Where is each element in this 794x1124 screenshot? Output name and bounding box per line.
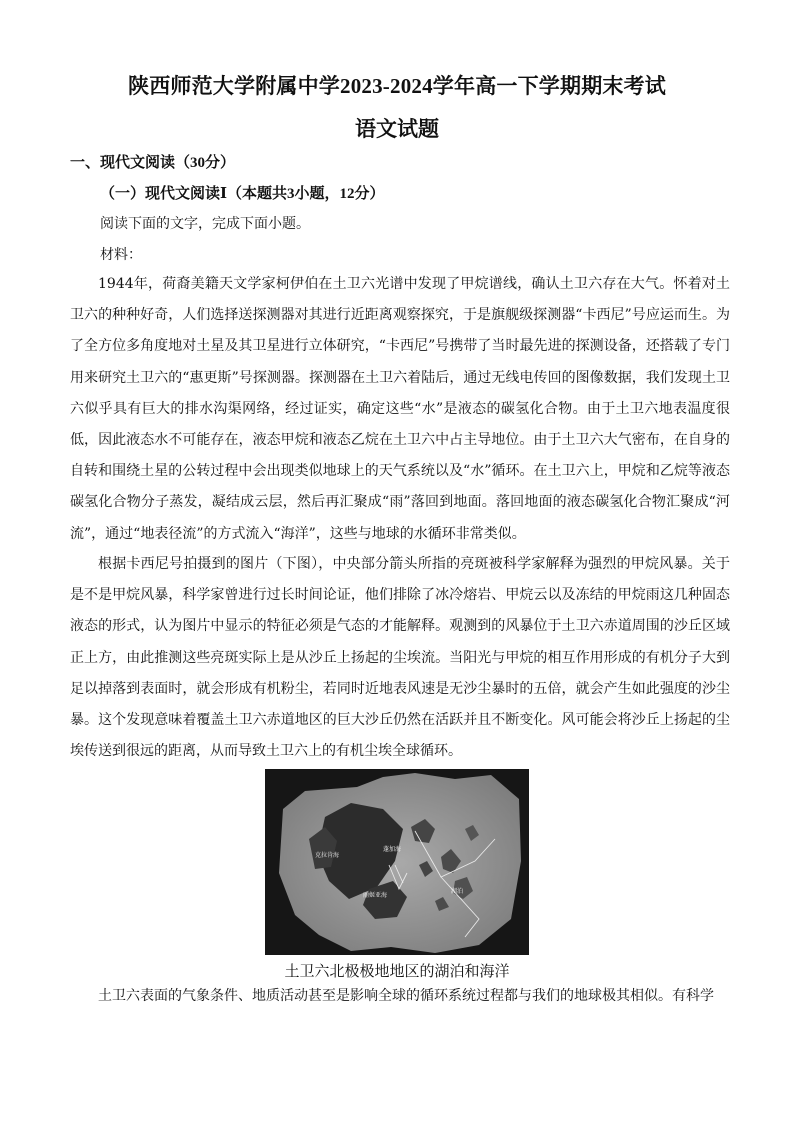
paragraph-1: 1944年，荷裔美籍天文学家柯伊伯在土卫六光谱中发现了甲烷谱线，确认土卫六存在大气。怀着对土卫六的种种好奇，人们选择送探测器对其进行近距离观察探究，于是旗舰级探测器“卡西尼”号应运而生。为了全方位多角度地对土星及其卫星进行立体研究，“卡西尼”号携带了当时最先进的探测设备，还搭载了专门用来研究土卫六的“惠更斯”号探测器。探测器在土卫六着陆后，通过无线电传回的图像数据，我们发现土卫六似乎具有巨大的排水沟渠网络，经过证实，确定这些“水”是液态的碳氢化合物。由于土卫六地表温度很低，因此液态水不可能存在，液态甲烷和液态乙烷在土卫六中占主导地位。由于土卫六大气密布，在自身的自转和围绕土星的公转过程中会出现类似地球上的天气系统以及“水”循环。在土卫六上，甲烷和乙烷等液态碳氢化合物分子蒸发，凝结成云层，然后再汇聚成“雨”落回到地面。落回地面的液态碳氢化合物汇聚成“河流”，通过“地表径流”的方式流入“海洋”，这些与地球的水循环非常类似。 (70, 276, 730, 542)
label-lakes: 湖泊 (451, 888, 464, 895)
section-heading: 一、现代文阅读（30分） (70, 155, 236, 171)
paragraph-2: 根据卡西尼号拍摄到的图片（下图），中央部分箭头所指的亮斑被科学家解释为强烈的甲烷风暴。关于是不是甲烷风暴，科学家曾进行过长时间论证，他们排除了冰冷熔岩、甲烷云以及冻结的甲烷雨这几种固态液态的形式，认为图片中显示的特征必须是气态的才能解释。观测到的风暴位于土卫六赤道周围的沙丘区域正上方，由此推测这些亮斑实际上是从沙丘上扬起的尘埃流。当阳光与甲烷的相互作用形成的有机分子大到足以掉落到表面时，就会形成有机粉尘，若同时近地表风速是无沙尘暴时的五倍，就会产生如此强度的沙尘暴。这个发现意味着覆盖土卫六赤道地区的巨大沙丘仍然在活跃并且不断变化。风可能会将沙丘上扬起的尘埃传送到很远的距离，从而导致土卫六上的有机尘埃全球循环。 (70, 556, 730, 760)
figure-caption: 土卫六北极极地地区的湖泊和海洋 (284, 964, 510, 980)
material-label: 材料： (100, 248, 142, 263)
label-ligeia-mare: 丽姬亚海 (363, 892, 388, 899)
subsection-heading: （一）现代文阅读Ⅰ（本题共3小题，12分） (100, 186, 385, 202)
titan-map-figure (265, 769, 529, 955)
titan-map-image (265, 769, 529, 955)
instruction-text: 阅读下面的文字，完成下面小题。 (100, 217, 310, 232)
label-kraken-mare: 克拉肯海 (315, 852, 340, 859)
label-punga-mare: 蓬加海 (383, 846, 402, 853)
exam-subtitle: 语文试题 (355, 117, 439, 141)
exam-title: 陕西师范大学附属中学2023-2024学年高一下学期期末考试 (128, 74, 666, 98)
paragraph-3: 土卫六表面的气象条件、地质活动甚至是影响全球的循环系统过程都与我们的地球极其相似。有科学 (98, 988, 714, 1004)
